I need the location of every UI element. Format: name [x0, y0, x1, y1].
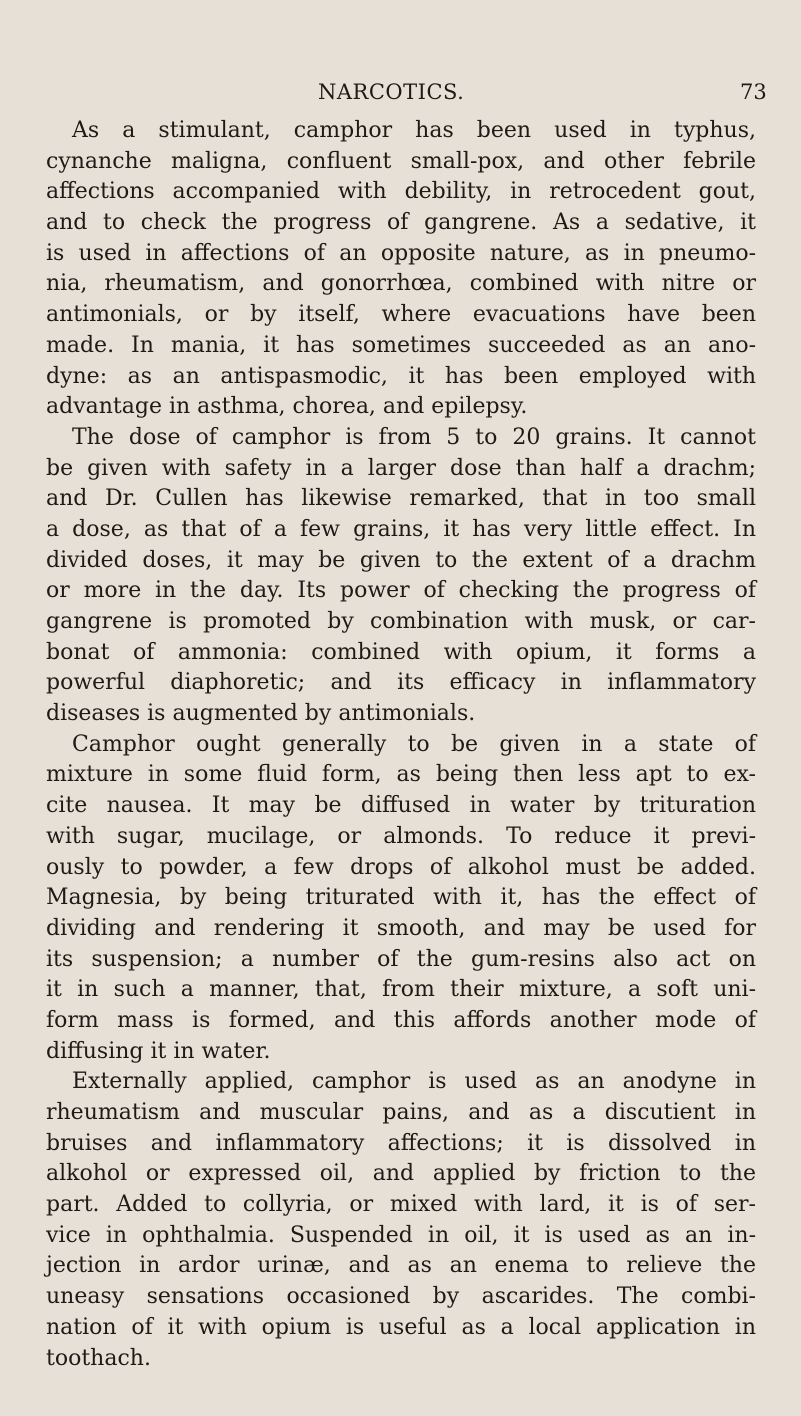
- text-line: and Dr. Cullen has likewise remarked, that in too small: [46, 486, 756, 512]
- body-text: [46, 116, 756, 1374]
- text-line: diffusing it in water.: [46, 1038, 271, 1064]
- text-line: a dose, as that of a few grains, it has very little effect. In: [46, 516, 756, 542]
- text-line: dyne: as an antispasmodic, it has been employed with: [46, 363, 756, 389]
- text-line: it in such a manner, that, from their mixture, a soft uni-: [46, 977, 756, 1003]
- text-line: bonat of ammonia: combined with opium, it forms a: [46, 639, 756, 665]
- text-line: Camphor ought generally to be given in a state of: [72, 731, 756, 757]
- text-line: jection in ardor urinæ, and as an enema to relieve the: [46, 1253, 756, 1279]
- text-line: cynanche maligna, confluent small-pox, and other febrile: [46, 148, 756, 174]
- text-line: Magnesia, by being triturated with it, has the effect of: [46, 885, 756, 911]
- page-number: 73: [740, 80, 767, 104]
- text-line: antimonials, or by itself, where evacuations have been: [46, 302, 756, 328]
- text-line: powerful diaphoretic; and its efficacy in inflammatory: [46, 670, 756, 696]
- text-line: alkohol or expressed oil, and applied by friction to the: [46, 1161, 756, 1187]
- text-line: dividing and rendering it smooth, and may be used for: [46, 915, 756, 941]
- text-line: rheumatism and muscular pains, and as a discutient in: [46, 1100, 756, 1125]
- running-header: [0, 80, 801, 110]
- text-line: with sugar, mucilage, or almonds. To reduce it previ-: [46, 823, 756, 849]
- text-line: gangrene is promoted by combination with musk, or car-: [46, 609, 756, 634]
- text-line: nia, rheumatism, and gonorrhœa, combined with nitre or: [46, 271, 756, 297]
- text-line: cite nausea. It may be diffused in water by trituration: [46, 793, 756, 819]
- text-line: is used in affections of an opposite nature, as in pneumo-: [46, 240, 756, 266]
- text-line: vice in ophthalmia. Suspended in oil, it is used as an in-: [46, 1222, 756, 1248]
- text-line: made. In mania, it has sometimes succeeded as an ano-: [46, 332, 756, 358]
- text-line: bruises and inflammatory affections; it is dissolved in: [46, 1130, 756, 1156]
- text-line: mixture in some fluid form, as being then less apt to ex-: [46, 762, 756, 788]
- text-line: The dose of camphor is from 5 to 20 grains. It cannot: [72, 424, 756, 450]
- text-line: diseases is augmented by antimonials.: [46, 701, 476, 727]
- text-line: toothach.: [46, 1345, 151, 1371]
- text-line: uneasy sensations occasioned by ascarides. The combi-: [46, 1284, 756, 1310]
- text-line: part. Added to collyria, or mixed with lard, it is of ser-: [46, 1192, 756, 1218]
- text-line: nation of it with opium is useful as a local application in: [46, 1314, 756, 1340]
- text-line: advantage in asthma, chorea, and epilepsy.: [46, 394, 528, 420]
- text-line: Externally applied, camphor is used as an anodyne in: [72, 1069, 756, 1095]
- text-line: its suspension; a number of the gum-resins also act on: [46, 946, 756, 972]
- text-line: As a stimulant, camphor has been used in typhus,: [72, 118, 756, 143]
- text-line: affections accompanied with debility, in retrocedent gout,: [46, 179, 756, 205]
- text-line: form mass is formed, and this affords another mode of: [46, 1007, 756, 1033]
- chapter-title: NARCOTICS.: [318, 80, 465, 104]
- text-line: and to check the progress of gangrene. As a sedative, it: [46, 210, 756, 236]
- text-line: be given with safety in a larger dose than half a drachm;: [46, 455, 756, 481]
- text-line: or more in the day. Its power of checking the progress of: [46, 578, 756, 604]
- text-line: divided doses, it may be given to the extent of a drachm: [46, 547, 756, 573]
- text-line: ously to powder, a few drops of alkohol must be added.: [46, 854, 756, 880]
